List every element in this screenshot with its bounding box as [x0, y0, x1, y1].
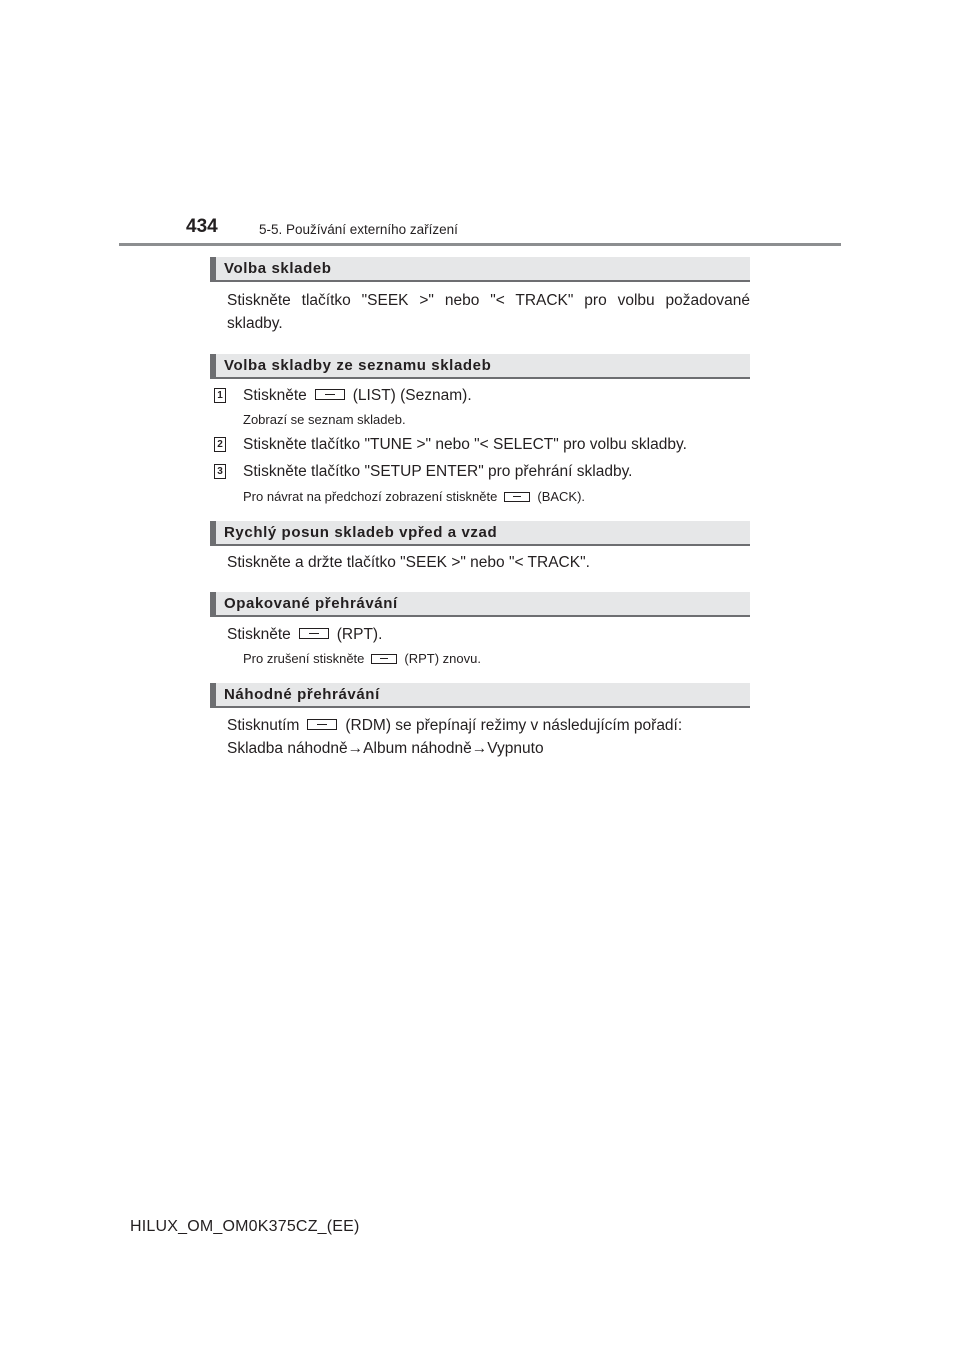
step-number-2: 2: [214, 437, 226, 452]
paragraph-track-selection: Stiskněte tlačítko "SEEK >" nebo "< TRACK" pro volbu požadované skladby.: [227, 292, 750, 332]
header-rule: [119, 243, 841, 246]
random-mode-track: Skladba náhodně: [227, 740, 348, 757]
step-number-3: 3: [214, 464, 226, 479]
step-2: [210, 435, 750, 455]
heading-random-play: Náhodné přehrávání: [210, 683, 750, 708]
page-content: [210, 257, 750, 760]
repeat-text-after: (RPT).: [336, 626, 383, 643]
step-1-text-after: (LIST) (Seznam).: [352, 387, 472, 404]
arrow-right-icon: →: [471, 740, 488, 757]
repeat-note-before: Pro zrušení stiskněte: [243, 651, 365, 666]
arrow-right-icon: →: [347, 740, 364, 757]
paragraph-fast-forward: Stiskněte a držte tlačítko "SEEK >" nebo "< TRACK".: [227, 554, 590, 571]
heading-fast-forward: Rychlý posun skladeb vpřed a vzad: [210, 521, 750, 546]
random-mode-album: Album náhodně: [363, 740, 472, 757]
button-icon: [299, 628, 329, 639]
step-1-text: [243, 386, 750, 406]
heading-track-selection: Volba skladeb: [210, 257, 750, 282]
paragraph-repeat-play: [227, 623, 750, 646]
repeat-note-after: (RPT) znovu.: [404, 651, 481, 666]
heading-select-from-list: Volba skladby ze seznamu skladeb: [210, 354, 750, 379]
step-3: [210, 462, 750, 482]
button-icon: [307, 719, 337, 730]
random-text-before: Stisknutím: [227, 717, 300, 734]
document-code: HILUX_OM_OM0K375CZ_(EE): [130, 1218, 360, 1235]
heading-repeat-play: Opakované přehrávání: [210, 592, 750, 617]
step-3-note-after: (BACK).: [537, 489, 586, 504]
step-2-text: Stiskněte tlačítko "TUNE >" nebo "< SELECT" pro volbu skladby.: [243, 436, 687, 453]
chapter-title: 5-5. Používání externího zařízení: [259, 222, 458, 237]
step-1-note: Zobrazí se seznam skladeb.: [243, 412, 406, 427]
random-text-after: (RDM) se přepínají režimy v následujícím pořadí:: [345, 717, 683, 734]
random-mode-off: Vypnuto: [487, 740, 544, 757]
step-3-note: [243, 488, 750, 506]
repeat-text-before: Stiskněte: [227, 626, 291, 643]
paragraph-random-play: [227, 714, 750, 760]
step-1: [210, 386, 750, 406]
repeat-note: [243, 650, 750, 668]
button-icon: [315, 389, 345, 400]
page-number: 434: [186, 216, 218, 237]
step-1-text-before: Stiskněte: [243, 387, 307, 404]
button-icon: [371, 654, 397, 664]
step-3-text: Stiskněte tlačítko "SETUP ENTER" pro přehrání skladby.: [243, 463, 633, 480]
button-icon: [504, 492, 530, 502]
step-number-1: 1: [214, 388, 226, 403]
step-3-note-before: Pro návrat na předchozí zobrazení stiskněte: [243, 489, 498, 504]
